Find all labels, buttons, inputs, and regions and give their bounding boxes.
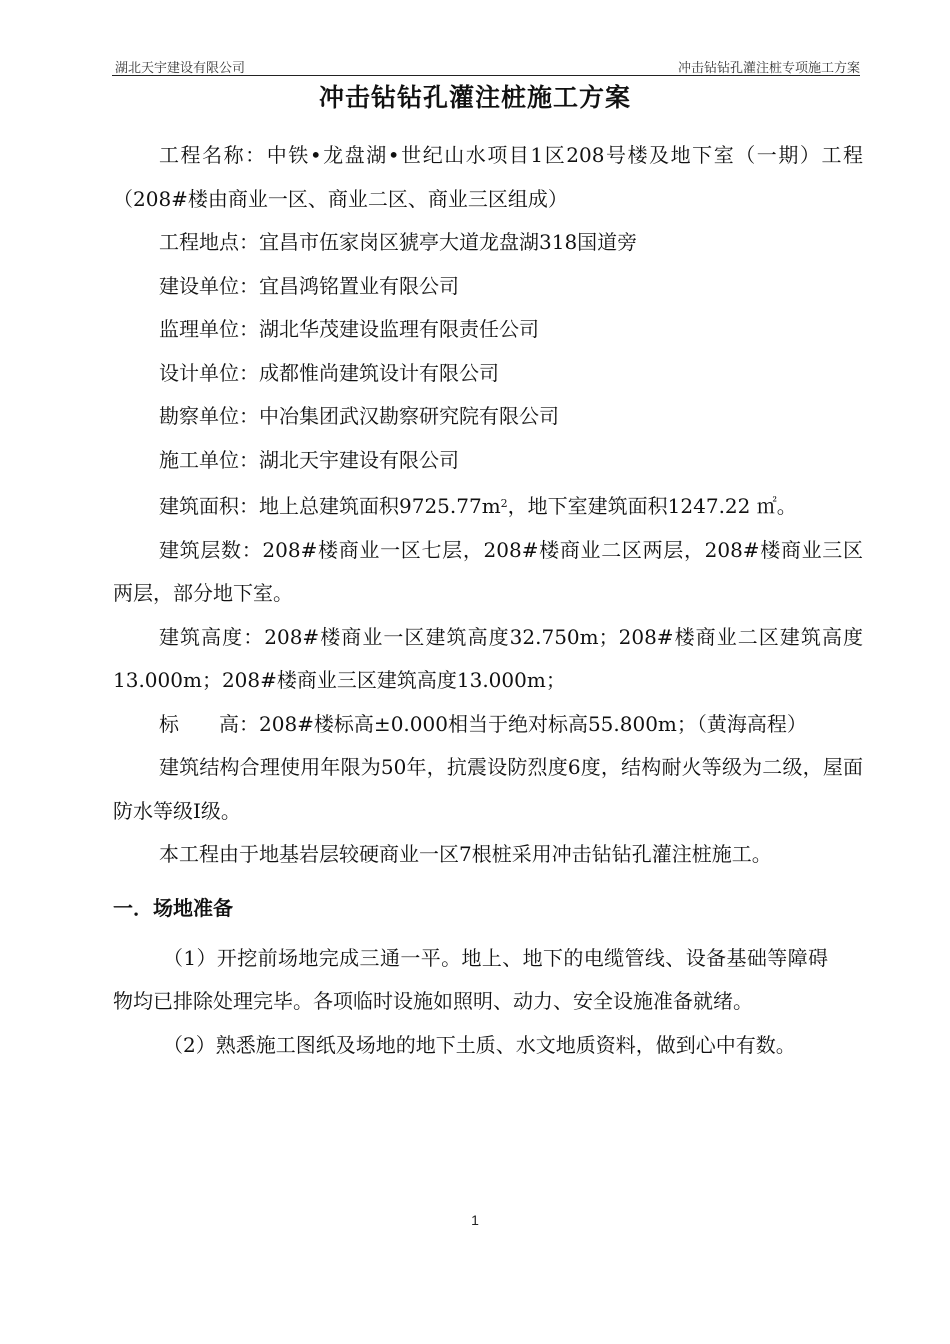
client-unit: 建设单位：宜昌鸿铭置业有限公司 <box>159 273 459 298</box>
building-area-text: 建筑面积：地上总建筑面积9725.77m <box>159 494 501 518</box>
structure-info: 建筑结构合理使用年限为50年，抗震设防烈度6度，结构耐火等级为二级，屋面防水等级Ⅰ级。 <box>113 755 863 823</box>
elevation: 标 高：208#楼标高±0.000相当于绝对标高55.800m；（黄海高程） <box>159 711 807 736</box>
survey-unit: 勘察单位：中冶集团武汉勘察研究院有限公司 <box>159 404 559 428</box>
document-title: 冲击钻钻孔灌注桩施工方案 <box>318 83 631 112</box>
document-body <box>113 134 863 1067</box>
project-location: 工程地点：宜昌市伍家岗区猇亭大道龙盘湖318国道旁 <box>159 230 638 254</box>
list-item: （2）熟悉施工图纸及场地的地下土质、水文地质资料，做到心中有数。 <box>163 1032 796 1057</box>
page-header-left: 湖北天宇建设有限公司 <box>115 61 246 76</box>
supervision-unit: 监理单位：湖北华茂建设监理有限责任公司 <box>159 317 539 341</box>
building-floors: 建筑层数：208#楼商业一区七层，208#楼商业二区两层，208#楼商业三区两层，部分地下室。 <box>113 537 863 605</box>
building-area <box>113 482 863 529</box>
header-rule <box>112 75 860 76</box>
building-area-superscript: 2 <box>500 497 508 510</box>
building-area-basement: ，地下室建筑面积1247.22 ㎡。 <box>507 494 797 518</box>
list-item: （1）开挖前场地完成三通一平。地上、地下的电缆管线、设备基础等障碍物均已排除处理完毕。各项临时设施如照明、动力、安全设施准备就绪。 <box>113 945 828 1013</box>
design-unit: 设计单位：成都惟尚建筑设计有限公司 <box>159 360 499 385</box>
building-height: 建筑高度：208#楼商业一区建筑高度32.750m；208#楼商业二区建筑高度13.000m；208#楼商业三区建筑高度13.000m； <box>113 624 863 692</box>
construction-unit: 施工单位：湖北天宇建设有限公司 <box>159 447 459 472</box>
page-header-right: 冲击钻钻孔灌注桩专项施工方案 <box>677 61 860 76</box>
project-name: 工程名称：中铁•龙盘湖•世纪山水项目1区208号楼及地下室（一期）工程（208#楼由商业一区、商业二区、商业三区组成） <box>113 143 863 211</box>
pile-method: 本工程由于地基岩层较硬商业一区7根桩采用冲击钻钻孔灌注桩施工。 <box>159 842 772 866</box>
section-heading-site-preparation: 一．场地准备 <box>113 895 233 920</box>
page-number: 1 <box>471 1212 479 1228</box>
